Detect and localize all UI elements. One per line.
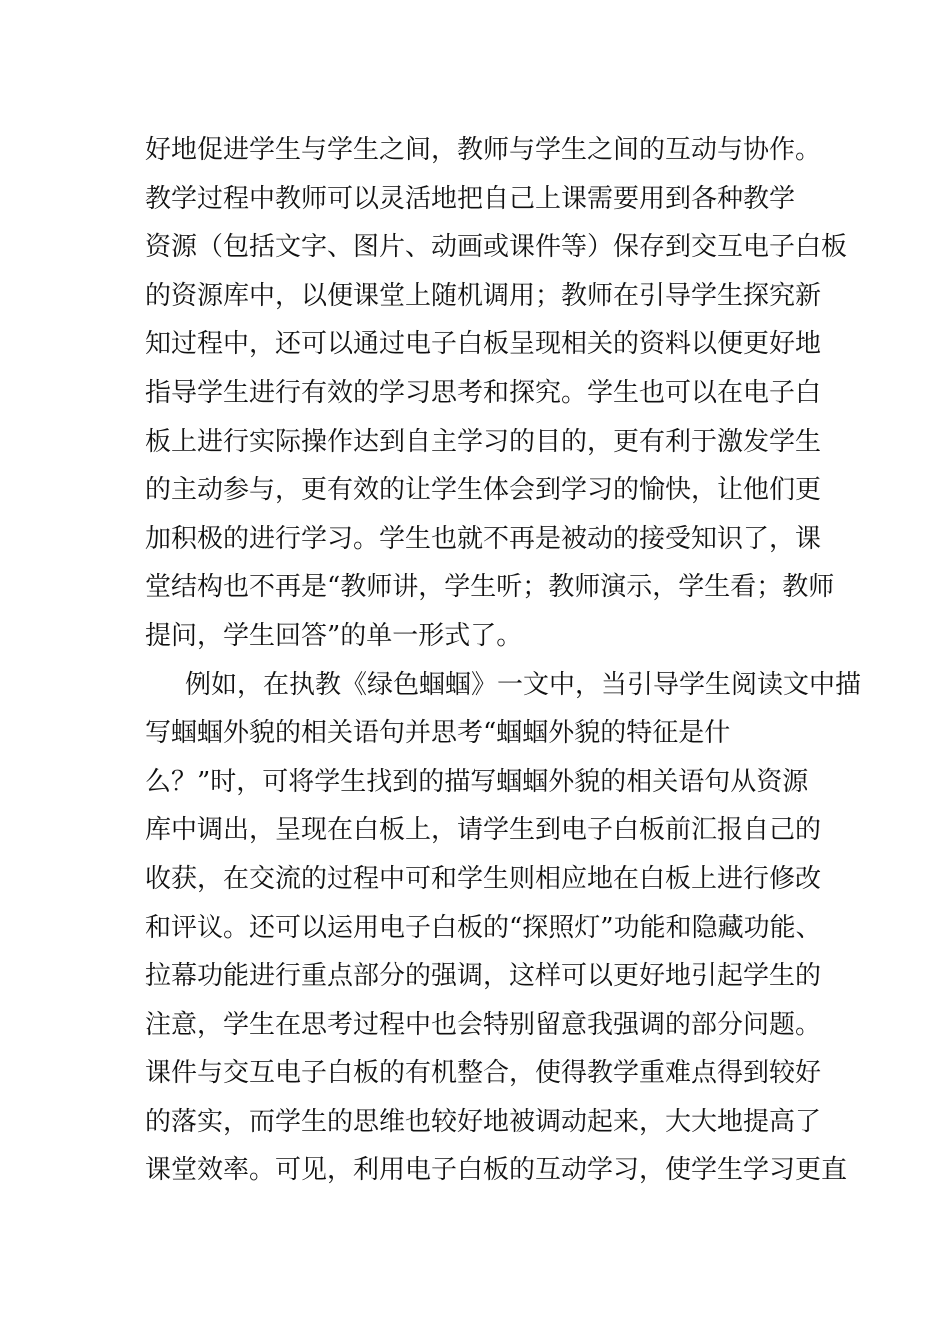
text-line: 收获，在交流的过程中可和学生则相应地在白板上进行修改 bbox=[145, 863, 822, 894]
text-line: 提问，学生回答”的单一形式了。 bbox=[145, 620, 523, 651]
text-line: 课件与交互电子白板的有机整合，使得教学重难点得到较好 bbox=[145, 1058, 822, 1089]
text-line: 课堂效率。可见，利用电子白板的互动学习，使学生学习更直 bbox=[145, 1155, 848, 1186]
text-line: 板上进行实际操作达到自主学习的目的，更有利于激发学生 bbox=[145, 426, 822, 457]
body-text bbox=[145, 126, 862, 1195]
text-line: 的落实，而学生的思维也较好地被调动起来，大大地提高了 bbox=[145, 1106, 822, 1137]
text-line: 教学过程中教师可以灵活地把自己上课需要用到各种教学 bbox=[145, 183, 796, 214]
text-line: 加积极的进行学习。学生也就不再是被动的接受知识了，课 bbox=[145, 523, 822, 554]
text-line: 拉幕功能进行重点部分的强调，这样可以更好地引起学生的 bbox=[145, 961, 822, 992]
text-line: 么？”时，可将学生找到的描写蝈蝈外貌的相关语句从资源 bbox=[145, 766, 809, 797]
text-line: 的主动参与，更有效的让学生体会到学习的愉快，让他们更 bbox=[145, 475, 822, 506]
text-line: 资源（包括文字、图片、动画或课件等）保存到交互电子白板 bbox=[145, 232, 848, 263]
text-line: 和评议。还可以运用电子白板的“探照灯”功能和隐藏功能、 bbox=[145, 912, 822, 943]
text-line: 堂结构也不再是“教师讲，学生听；教师演示，学生看；教师 bbox=[145, 572, 835, 603]
text-line: 的资源库中，以便课堂上随机调用；教师在引导学生探究新 bbox=[145, 280, 822, 311]
text-line: 写蝈蝈外貌的相关语句并思考“蝈蝈外貌的特征是什 bbox=[145, 718, 731, 749]
text-line: 库中调出，呈现在白板上，请学生到电子白板前汇报自己的 bbox=[145, 815, 822, 846]
paragraph-start-line: 例如，在执教《绿色蝈蝈》一文中，当引导学生阅读文中描 bbox=[185, 669, 862, 700]
text-line: 指导学生进行有效的学习思考和探究。学生也可以在电子白 bbox=[145, 377, 822, 408]
text-line: 好地促进学生与学生之间，教师与学生之间的互动与协作。 bbox=[145, 135, 822, 165]
text-line: 注意，学生在思考过程中也会特别留意我强调的部分问题。 bbox=[145, 1009, 822, 1040]
text-line: 知过程中，还可以通过电子白板呈现相关的资料以便更好地 bbox=[145, 329, 822, 360]
